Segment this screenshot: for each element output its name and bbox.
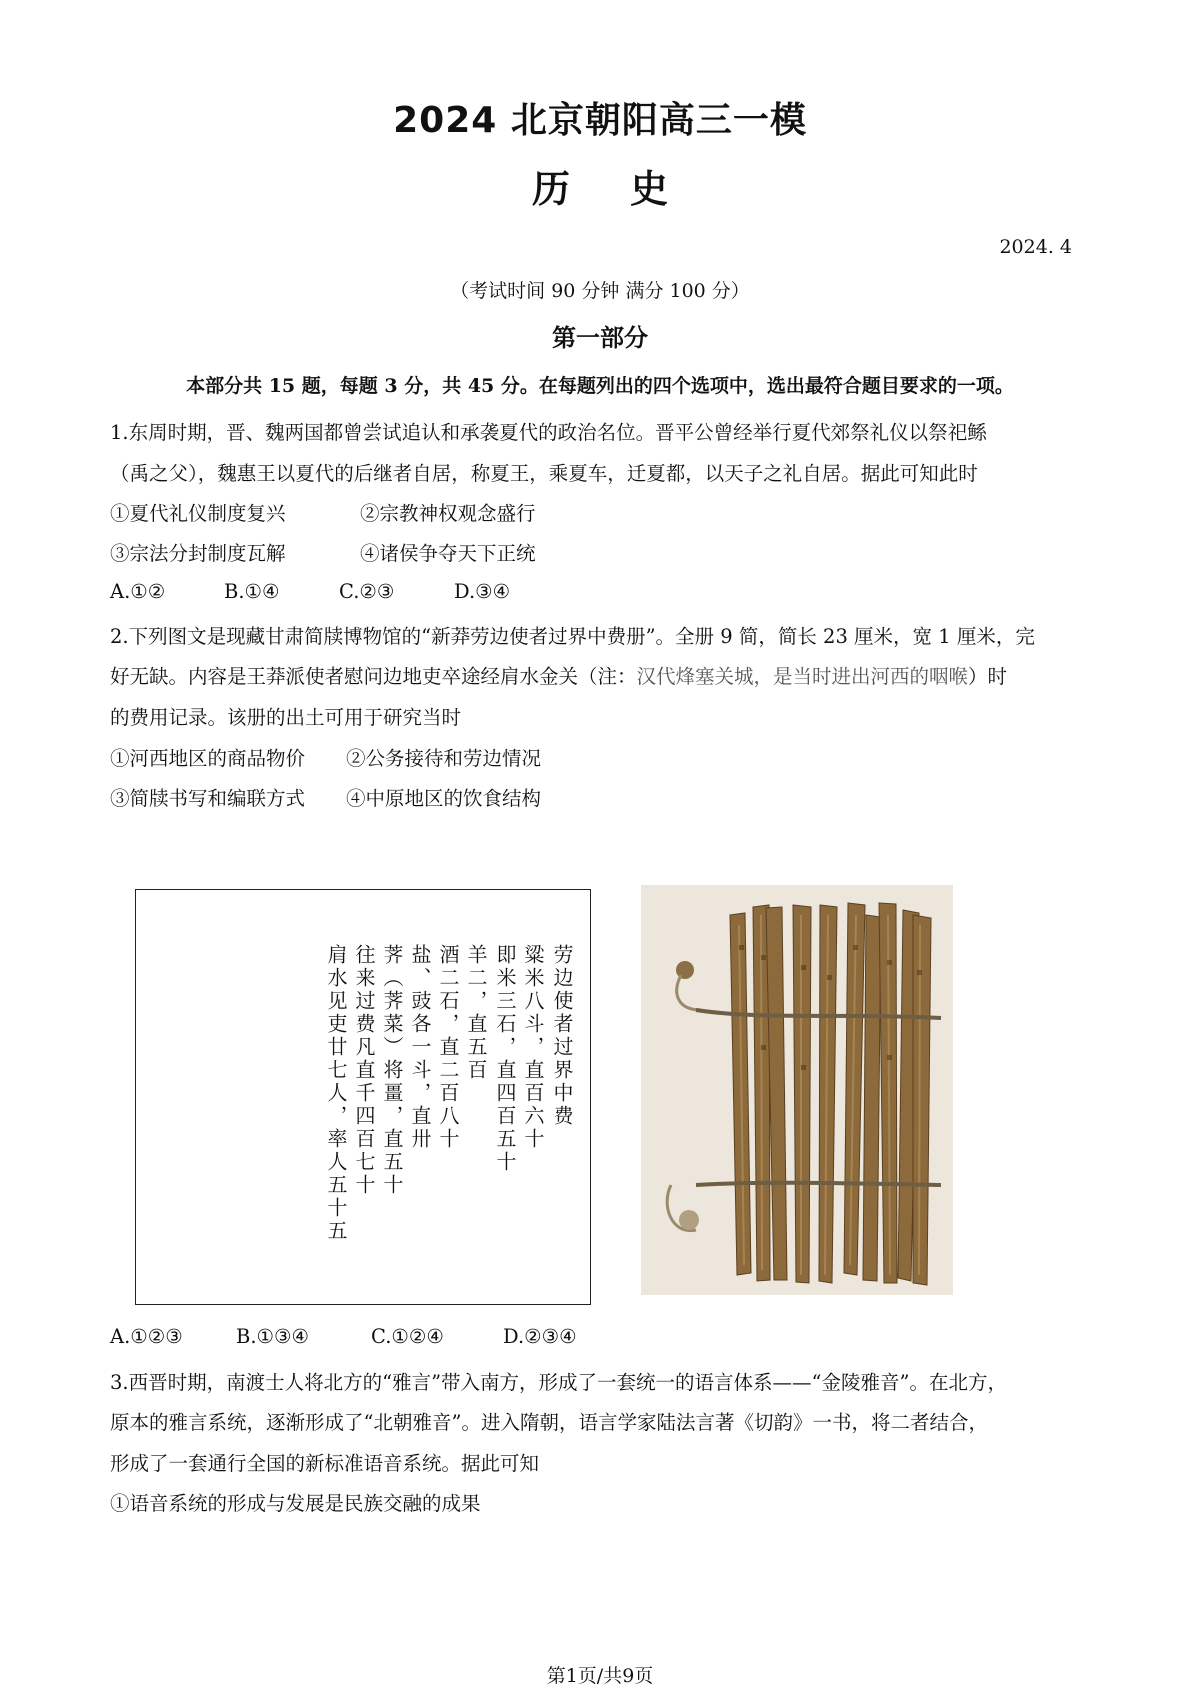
part-instructions: 本部分共 15 题，每题 3 分，共 45 分。在每题列出的四个选项中，选出最符合题目要求的一项。 bbox=[186, 375, 1014, 397]
slip-text-8: 往来过费凡直千四百七十 bbox=[352, 944, 376, 1197]
q2-note: 汉代烽塞关城，是当时进出河西的咽喉 bbox=[636, 665, 969, 688]
slip-text-6: 盐、豉各一斗，直卅 bbox=[408, 944, 432, 1151]
part-title: 第一部分 bbox=[552, 324, 648, 352]
q2-statement-1: ①河西地区的商品物价 bbox=[110, 747, 306, 770]
exam-date: 2024. 4 bbox=[999, 236, 1072, 258]
q2-option-b: B.①③④ bbox=[236, 1325, 309, 1348]
q1-stem-line-2: （禹之父），魏惠王以夏代的后继者自居，称夏王，乘夏车，迁夏都，以天子之礼自居。据此可知此时 bbox=[110, 462, 978, 485]
q1-option-d: D.③④ bbox=[454, 580, 511, 603]
q1-statement-1: ①夏代礼仪制度复兴 bbox=[110, 502, 286, 525]
q2-statement-3: ③简牍书写和编联方式 bbox=[110, 787, 306, 810]
q1-option-b: B.①④ bbox=[224, 580, 280, 603]
q2-stem-line-1: 2.下列图文是现藏甘肃简牍博物馆的“新莽劳边使者过界中费册”。全册 9 简，简长 23 厘米，宽 1 厘米，完 bbox=[110, 625, 1035, 648]
q2-stem-line-2-end: ）时 bbox=[968, 665, 1008, 688]
exam-duration: （考试时间 90 分钟 满分 100 分） bbox=[450, 280, 750, 302]
q2-stem-line-2-main: 好无缺。内容是王莽派使者慰问边地吏卒途经肩水金关（注： bbox=[110, 665, 637, 688]
q1-option-a: A.①② bbox=[110, 580, 166, 603]
slip-text-1: 劳边使者过界中费 bbox=[550, 944, 574, 1128]
q3-stem-line-1: 3.西晋时期，南渡士人将北方的“雅言”带入南方，形成了一套统一的语言体系——“金陵雅音”。在北方， bbox=[110, 1371, 1007, 1394]
q3-statement-1: ①语音系统的形成与发展是民族交融的成果 bbox=[110, 1492, 481, 1515]
q2-stem-line-2 bbox=[110, 661, 1100, 689]
q3-stem-line-3: 形成了一套通行全国的新标准语音系统。据此可知 bbox=[110, 1452, 540, 1475]
q2-option-d: D.②③④ bbox=[503, 1325, 577, 1348]
exam-title: 2024 北京朝阳高三一模 bbox=[393, 100, 807, 141]
q1-statement-2: ②宗教神权观念盛行 bbox=[360, 502, 536, 525]
slip-text-2: 粱米八斗，直百六十 bbox=[521, 944, 545, 1151]
q1-stem-line-1: 1.东周时期，晋、魏两国都曾尝试追认和承袭夏代的政治名位。晋平公曾经举行夏代郊祭礼仪以祭祀鲧 bbox=[110, 421, 987, 444]
subject-title: 历史 bbox=[531, 167, 728, 211]
q1-statement-3: ③宗法分封制度瓦解 bbox=[110, 542, 286, 565]
q2-stem-line-3: 的费用记录。该册的出土可用于研究当时 bbox=[110, 706, 462, 729]
q2-statement-4: ④中原地区的饮食结构 bbox=[346, 787, 542, 810]
q1-option-c: C.②③ bbox=[339, 580, 395, 603]
slip-text-4: 羊二，直五百 bbox=[464, 944, 488, 1082]
slip-text-5: 酒二石，直二百八十 bbox=[436, 944, 460, 1151]
q1-statement-4: ④诸侯争夺天下正统 bbox=[360, 542, 536, 565]
bamboo-slips-photo bbox=[641, 885, 953, 1295]
page-number: 第1页/共9页 bbox=[546, 1665, 654, 1687]
slip-text-9: 肩水见吏廿七人，率人五十五 bbox=[324, 944, 348, 1243]
slip-text-7: 荠（荠菜）将畺，直五十 bbox=[380, 944, 404, 1197]
q2-option-a: A.①②③ bbox=[110, 1325, 183, 1348]
q3-stem-line-2: 原本的雅言系统，逐渐形成了“北朝雅音”。进入隋朝，语言学家陆法言著《切韵》一书，将二者结合， bbox=[110, 1411, 988, 1434]
q2-statement-2: ②公务接待和劳边情况 bbox=[346, 747, 542, 770]
slip-text-3: 即米三石，直四百五十 bbox=[493, 944, 517, 1174]
q2-option-c: C.①②④ bbox=[371, 1325, 444, 1348]
